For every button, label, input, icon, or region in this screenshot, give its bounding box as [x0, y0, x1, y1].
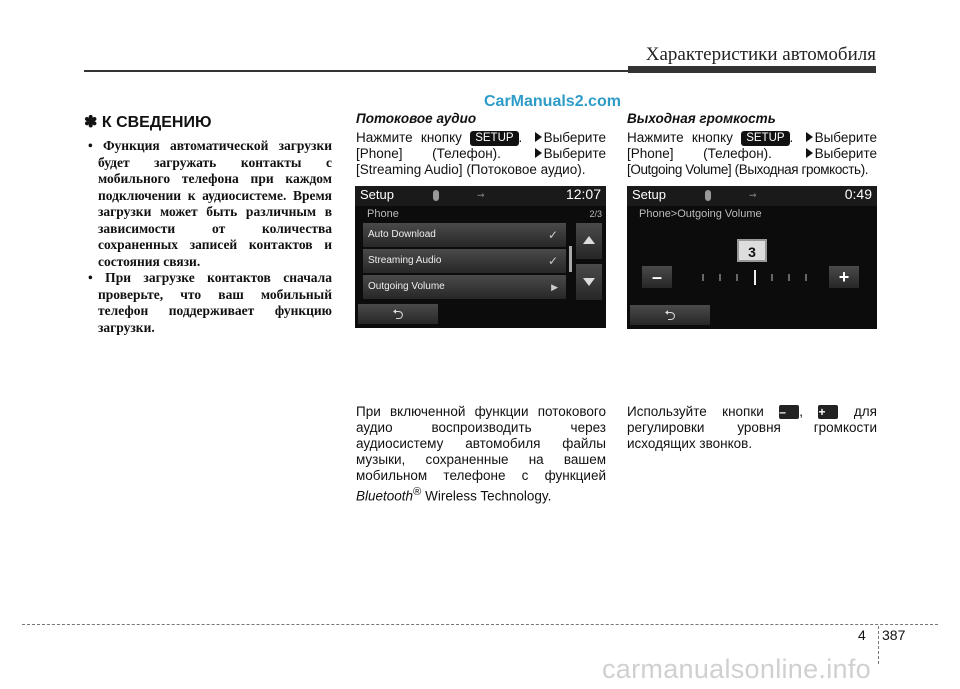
volume-tick: [805, 274, 807, 281]
screen-title: Setup: [632, 187, 666, 202]
play-arrow-icon: ▶: [551, 282, 558, 292]
outgoing-volume-screen: [627, 186, 877, 329]
scroll-indicator[interactable]: [569, 246, 572, 272]
running-header: Характеристики автомобиля: [645, 44, 876, 65]
bluetooth-icon: [433, 190, 439, 201]
streaming-step-line-1: [356, 130, 606, 146]
streaming-phone-text: [Phone] (Телефон).: [356, 146, 501, 161]
note-title-text: К СВЕДЕНИЮ: [101, 114, 212, 131]
volume-tick: [788, 274, 790, 281]
screen-page-indicator: 2/3: [589, 209, 602, 219]
back-button[interactable]: [358, 304, 438, 324]
streaming-desc-2: аудио воспроизводить через: [356, 420, 606, 435]
menu-item-label: Streaming Audio: [368, 255, 442, 266]
volume-tick: [719, 274, 721, 281]
setup-button-label: SETUP: [470, 131, 518, 146]
minus-button-label: –: [779, 405, 799, 419]
scroll-up-button[interactable]: [576, 223, 602, 259]
outgoing-desc-1: регулировки уровня громкости: [627, 420, 877, 435]
back-button[interactable]: [630, 305, 710, 325]
arrow-right-icon: [806, 148, 813, 158]
streaming-title: Потоковое аудио: [356, 111, 477, 126]
streaming-desc-4: музыки, сохраненные на вашем: [356, 452, 606, 467]
bluetooth-icon: [705, 190, 711, 201]
outgoing-title: Выходная громкость: [627, 111, 776, 126]
usb-icon: ⇾: [749, 190, 757, 200]
bluetooth-text: Bluetooth: [356, 488, 414, 504]
screen-clock: 0:49: [844, 186, 872, 202]
note-bullet-2: • При загрузке контактов сначала проверьте, что ваш мобильный телефон поддерживает функцию загрузки.: [88, 270, 332, 335]
streaming-step-sep: .: [518, 130, 523, 145]
registered-mark: ®: [413, 486, 422, 498]
volume-value: 3: [737, 239, 767, 262]
outgoing-step-line-3: [Outgoing Volume] (Выходная громкость).: [627, 162, 869, 177]
footer-divider: [878, 626, 879, 664]
volume-tick: [736, 274, 738, 281]
outgoing-desc-2: исходящих звонков.: [627, 436, 753, 451]
chapter-number: 4: [858, 627, 866, 643]
menu-item-streaming-audio[interactable]: [363, 249, 566, 273]
note-column: [84, 108, 332, 336]
outgoing-use-text-b: для: [853, 404, 877, 419]
outgoing-phone-text: [Phone] (Телефон).: [627, 146, 772, 161]
wireless-text: Wireless Technology.: [421, 488, 552, 504]
outgoing-step-sep: .: [789, 130, 794, 145]
streaming-desc-5: мобильном телефоне с функцией: [356, 468, 606, 483]
scroll-down-button[interactable]: [576, 264, 602, 300]
back-arrow-icon: ⮌: [392, 306, 404, 322]
streaming-step-line-3: [Streaming Audio] (Потоковое аудио).: [356, 162, 586, 177]
watermark-top: CarManuals2.com: [484, 93, 621, 110]
phone-setup-screen: [355, 186, 606, 328]
screen-title: Setup: [360, 187, 394, 202]
volume-current-tick: [754, 270, 756, 285]
outgoing-select-text: Выберите: [814, 130, 877, 145]
usb-icon: ⇾: [477, 190, 485, 200]
plus-icon: +: [838, 267, 850, 287]
arrow-up-icon: [583, 236, 595, 244]
screen-subtitle: Phone: [367, 208, 399, 220]
outgoing-select2-text: Выберите: [814, 146, 877, 161]
outgoing-step-line-1: [627, 130, 877, 146]
screen-subtitle: Phone>Outgoing Volume: [639, 208, 762, 220]
note-title: [84, 112, 332, 132]
minus-icon: –: [651, 267, 662, 287]
outgoing-step-text: Нажмите кнопку: [627, 130, 733, 145]
streaming-desc-6: [356, 484, 606, 505]
watermark-bottom: carmanualsonline.info: [602, 654, 871, 684]
header-rule: [84, 70, 876, 72]
menu-item-label: Auto Download: [368, 229, 436, 240]
back-arrow-icon: ⮌: [664, 307, 676, 323]
page-number: 387: [882, 627, 906, 643]
menu-item-label: Outgoing Volume: [368, 281, 445, 292]
setup-button-label: SETUP: [741, 131, 789, 146]
footer-rule: [22, 624, 938, 625]
volume-down-button[interactable]: [642, 266, 672, 288]
streaming-select2-text: Выберите: [543, 146, 606, 161]
streaming-desc-3: аудиосистему автомобиля файлы: [356, 436, 606, 451]
menu-item-outgoing-volume[interactable]: [363, 275, 566, 299]
volume-tick: [771, 274, 773, 281]
check-icon: ✓: [547, 228, 558, 242]
arrow-right-icon: [535, 132, 542, 142]
outgoing-step-line-2: [627, 146, 877, 162]
plus-button-label: +: [818, 405, 838, 419]
note-bullet-1: • Функция автоматической загрузки будет загружать контакты с мобильного телефона при каждом подключении к аудиосистеме. Время загрузки может быть различным в зависимости от количества сохраненных записей контактов и состояния связи.: [88, 138, 332, 269]
volume-tick: [702, 274, 704, 281]
outgoing-use-line: [627, 404, 877, 420]
arrow-right-icon: [806, 132, 813, 142]
arrow-right-icon: [535, 148, 542, 158]
arrow-down-icon: [583, 278, 595, 286]
volume-up-button[interactable]: [829, 266, 859, 288]
screen-clock: 12:07: [565, 186, 601, 202]
streaming-desc-1: При включенной функции потокового: [356, 404, 606, 419]
check-icon: ✓: [547, 254, 558, 268]
note-star-icon: ✽: [84, 114, 98, 131]
outgoing-comma: ,: [799, 404, 804, 419]
streaming-step-line-2: [356, 146, 606, 162]
streaming-select-text: Выберите: [543, 130, 606, 145]
outgoing-use-text: Используйте кнопки: [627, 404, 764, 419]
streaming-step-text: Нажмите кнопку: [356, 130, 462, 145]
menu-item-auto-download[interactable]: [363, 223, 566, 247]
